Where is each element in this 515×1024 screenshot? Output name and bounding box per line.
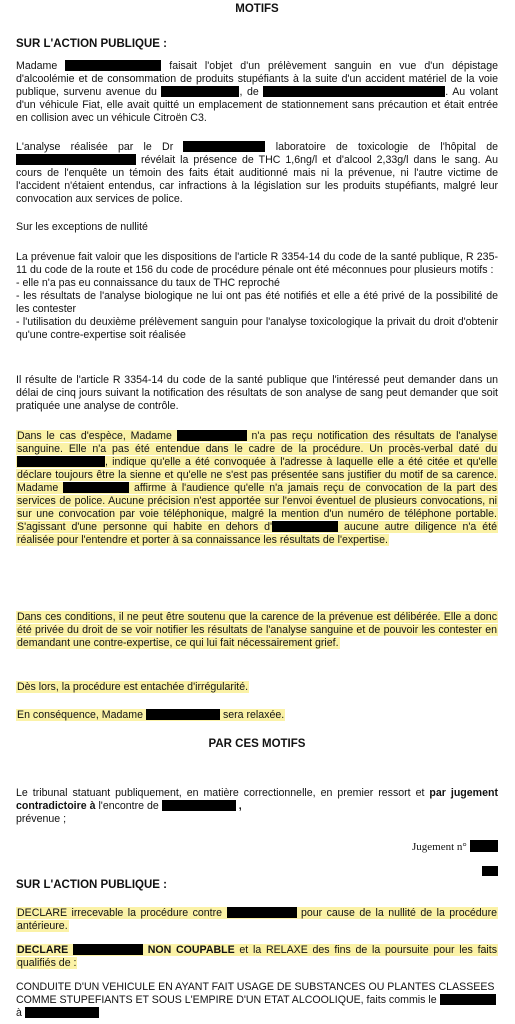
jugement-number: Jugement n°: [412, 840, 512, 854]
paragraph-facts: Madame faisait l'objet d'un prélèvement sanguin en vue d'un dépistage d'alcoolémie et de consommation de produits stupéfiants à la suite d'un accident matériel de la voie publique, survenu avenue du , de . Au volant d'un véhicule Fiat, elle avait quitté un emplacement de stationnement sans précaution et était entrée en collision avec un véhicule Citroën C3.: [16, 60, 498, 124]
redaction-hospital: [16, 154, 136, 165]
section-heading-action-publique: SUR L'ACTION PUBLIQUE :: [16, 38, 167, 50]
paragraph-irregularity: Dès lors, la procédure est entachée d'irrégularité.: [17, 681, 249, 693]
redaction-name: [146, 709, 220, 720]
section-title-par-ces-motifs: PAR CES MOTIFS: [208, 738, 306, 750]
redaction-name: [177, 430, 247, 441]
redaction-city: [272, 521, 338, 532]
paragraph-declare-non-coupable: DECLARE NON COUPABLE et la RELAXE des fins de la poursuite pour les faits qualifiés de :: [17, 944, 497, 969]
redaction-place: [25, 1007, 99, 1018]
redaction-date: [440, 994, 496, 1005]
redaction-name: [227, 907, 297, 918]
paragraph-analysis: L'analyse réalisée par le Dr laboratoire de toxicologie de l'hôpital de révélait la présence de THC 1,6ng/l et d'alcool 2,33g/l dans le sang. Au cours de l'enquête un témoin des faits était auditionné mais ni la prévenue, ni l'autre victime de l'accident n'étaient entendus, car infractions à la législation sur les produits stupéfiants, malgré leur convocation aux services de police.: [16, 141, 498, 205]
paragraph-article: Il résulte de l'article R 3354-14 du code de la santé publique que l'intéressé peut demander dans un délai de cinq jours suivant la notification des résultats de son analyse de sang peut demander que soit pratiquée une analyse de contrôle.: [16, 374, 498, 412]
list-item: - l'utilisation du deuxième prélèvement sanguin pour l'analyse toxicologique la privait du droit d'obtenir qu'une contre-expertise soit réalisée: [16, 316, 498, 341]
list-item: - elle n'a pas eu connaissance du taux de THC reproché: [16, 277, 280, 289]
paragraph-conditions: Dans ces conditions, il ne peut être soutenu que la carence de la prévenue est délibérée. Elle a donc été privée du droit de se voir notifier les résultats de l'analyse sanguine et de pouvoir les contester en demandant une contre-expertise, ce qui lui fait nécessairement grief.: [17, 611, 497, 649]
paragraph-offense: CONDUITE D'UN VEHICULE EN AYANT FAIT USAGE DE SUBSTANCES OU PLANTES CLASSEES COMME STUPEFIANTS ET SOUS L'EMPIRE D'UN ETAT ALCOOLIQUE, faits commis le à: [16, 981, 495, 1019]
redaction-name: [73, 944, 143, 955]
redaction-name: [63, 482, 129, 493]
redaction-city: [263, 86, 445, 97]
paragraph-conclusion: En conséquence, Madame sera relaxée.: [17, 709, 285, 721]
paragraph-tribunal: Le tribunal statuant publiquement, en matière correctionnelle, en premier ressort et par jugement contradictoire à l'encontre de , prévenue ;: [16, 787, 498, 825]
redaction-mark: [482, 866, 498, 876]
list-item: - les résultats de l'analyse biologique ne lui ont pas été notifiés et elle a été privé de la possibilité de les contester: [16, 290, 498, 315]
redaction-name: [65, 60, 161, 71]
redaction-doctor: [183, 141, 265, 152]
paragraph-declare-irrecevable: DECLARE irrecevable la procédure contre pour cause de la nullité de la procédure antérieure.: [17, 907, 497, 932]
redaction-street: [161, 86, 239, 97]
paragraph-exceptions: La prévenue fait valoir que les dispositions de l'article R 3354-14 du code de la santé publique, R 235-11 du code de la route et 156 du code de procédure pénale ont été méconnues pour plusieurs motifs : - elle n'a pas eu connaissance du taux de THC reproché - les résultats de l'analyse biologique ne lui ont pas été notifiés et elle a été privé de la possibilité de les contester - l'utilisation du deuxième prélèvement sanguin pour l'analyse toxicologique la privait du droit d'obtenir qu'une contre-expertise soit réalisée: [16, 251, 498, 341]
redaction-name: [162, 800, 236, 811]
paragraph-case: Dans le cas d'espèce, Madame n'a pas reçu notification des résultats de l'analyse sanguine. Elle n'a pas été entendue dans le cadre de la procédure. Un procès-verbal daté du , indique qu'elle a été convoquée à l'adresse à laquelle elle a été citée et qu'elle déclare toujours être la sienne et qu'elle ne s'est pas présentée sans justifier du motif de sa carence. Madame affirme à l'audience qu'elle n'a jamais reçu de convocation de la part des services de police. Aucune précision n'est apportée sur l'envoi éventuel de plusieurs convocations, ni sur une convocation par voie téléphonique, malgré la mention d'un numéro de téléphone portable. S'agissant d'une personne qui habite en dehors d' aucune autre diligence n'a été réalisée pour l'entendre et porter à sa connaissance les résultats de l'expertise.: [17, 430, 498, 546]
redaction-number: [470, 840, 498, 852]
subheading-nullite: Sur les exceptions de nullité: [16, 221, 148, 233]
page-title: MOTIFS: [235, 3, 279, 15]
section-heading-action-publique-2: SUR L'ACTION PUBLIQUE :: [16, 879, 167, 891]
redaction-date: [17, 456, 105, 467]
